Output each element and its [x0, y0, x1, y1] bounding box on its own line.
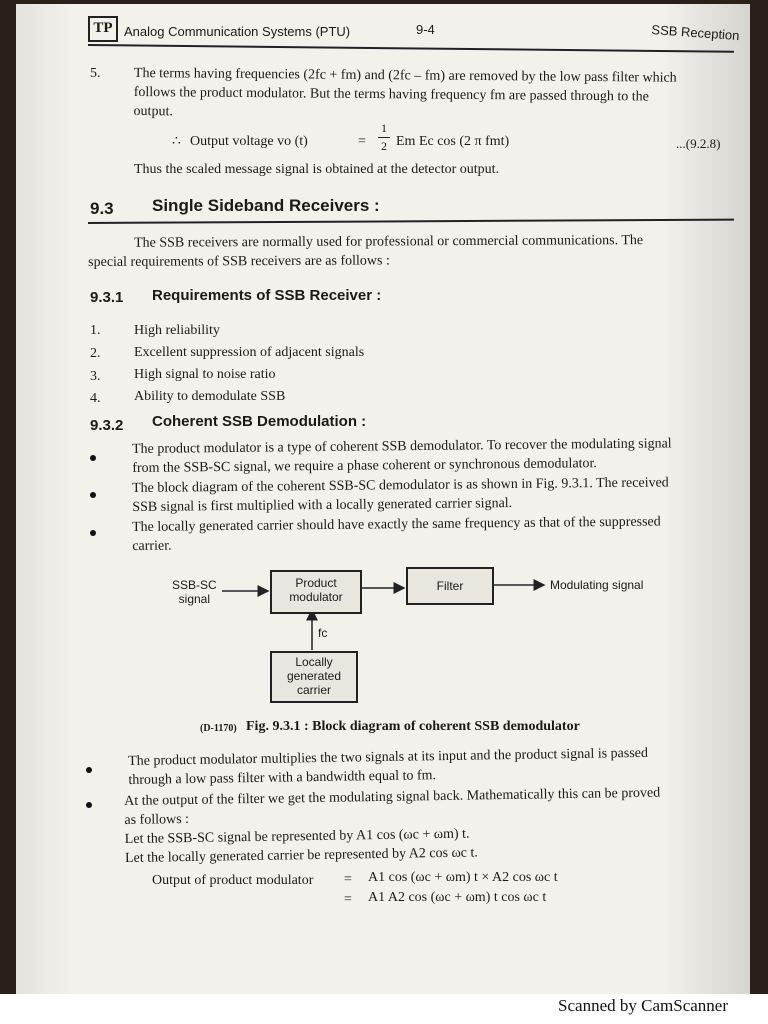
- requirement-4-text: Ability to demodulate SSB: [134, 389, 286, 404]
- equation-number: ...(9.2.8): [676, 136, 721, 151]
- product-modulator-line-1: Product: [295, 576, 337, 590]
- product-eq-rhs-2: A1 A2 cos (ωc + ωm) t cos ωc t: [368, 890, 547, 905]
- product-modulator-line-2: modulator: [289, 590, 343, 604]
- intro-line-1: The SSB receivers are normally used for professional or commercial communications. The: [134, 233, 644, 251]
- section-9-3-1-title: Requirements of SSB Receiver :: [152, 287, 382, 304]
- scanner-watermark: Scanned by CamScanner: [558, 996, 728, 1015]
- let-line-1: Let the SSB-SC signal be represented by A1 cos (ωc + ωm) t.: [124, 826, 470, 847]
- product-eq-rhs-1: A1 cos (ωc + ωm) t × A2 cos ωc t: [368, 870, 558, 885]
- product-eq-sign-1: =: [344, 872, 352, 887]
- input-label-line-1: SSB-SC: [172, 578, 217, 592]
- bullet-5-text: [124, 783, 729, 868]
- requirement-3-number: 3.: [90, 369, 101, 384]
- output-voltage-lhs: Output voltage vo (t): [190, 134, 308, 149]
- bullet-5-line-2: as follows :: [124, 811, 190, 828]
- section-9-3-title: Single Sideband Receivers :: [152, 196, 380, 215]
- section-9-3-2-number: 9.3.2: [90, 417, 124, 434]
- requirement-4-number: 4.: [90, 391, 101, 406]
- book-title: Analog Communication Systems (PTU): [124, 24, 351, 39]
- equation-equals: =: [358, 134, 366, 149]
- therefore-symbol: ∴: [172, 134, 181, 149]
- bullet-4-line-2: through a low pass filter with a bandwidth equal to fm.: [128, 768, 437, 788]
- output-voltage-rhs: Em Ec cos (2 π fmt): [396, 134, 510, 149]
- product-output-label: Output of product modulator: [152, 873, 314, 888]
- page-number: 9-4: [416, 22, 435, 37]
- bullet-5-line-1: At the output of the filter we get the modulating signal back. Mathematically this can be proved: [124, 785, 661, 809]
- local-carrier-line-2: generated: [286, 669, 342, 683]
- requirement-3-text: High signal to noise ratio: [134, 367, 276, 382]
- local-carrier-block: [270, 651, 358, 703]
- bullet-1-line-1: The product modulator is a type of coherent SSB demodulator. To recover the modulating signal: [132, 436, 672, 457]
- fc-label: fc: [318, 626, 328, 640]
- bullet-3-line-1: The locally generated carrier should have exactly the same frequency as that of the suppressed: [132, 514, 661, 535]
- publisher-logo: TP: [88, 16, 118, 42]
- item-5-line-2: follows the product modulator. But the terms having frequency fm are passed through to the: [133, 84, 649, 105]
- thus-line: Thus the scaled message signal is obtained at the detector output.: [134, 162, 500, 177]
- filter-block: Filter: [406, 567, 494, 605]
- requirement-1-number: 1.: [90, 323, 101, 338]
- bullet-2-line-1: The block diagram of the coherent SSB-SC demodulator is as shown in Fig. 9.3.1. The received: [132, 475, 669, 496]
- bullet-4-line-1: The product modulator multiplies the two signals at its input and the product signal is passed: [128, 745, 649, 769]
- local-carrier-line-1: Locally: [295, 655, 333, 669]
- product-eq-sign-2: =: [344, 892, 352, 907]
- section-9-3-number: 9.3: [90, 199, 114, 218]
- input-label-line-2: signal: [178, 592, 211, 606]
- item-5-line-1: The terms having frequencies (2fc + fm) and (2fc – fm) are removed by the low pass filter which: [133, 65, 677, 86]
- bullet-dot: [86, 767, 92, 773]
- bullet-dot: [86, 802, 92, 808]
- requirement-1-text: High reliability: [134, 323, 220, 338]
- fraction-denominator: 2: [381, 139, 387, 153]
- product-modulator-block: [270, 570, 362, 614]
- section-9-3-1-number: 9.3.1: [90, 289, 124, 306]
- output-label: Modulating signal: [550, 578, 644, 592]
- section-9-3-2-title: Coherent SSB Demodulation :: [152, 413, 367, 430]
- figure-caption: Fig. 9.3.1 : Block diagram of coherent SSB demodulator: [246, 719, 580, 734]
- requirement-2-text: Excellent suppression of adjacent signals: [134, 345, 365, 360]
- fraction-numerator: 1: [381, 121, 387, 135]
- figure-code: (D-1170): [200, 723, 237, 734]
- let-line-2: Let the locally generated carrier be represented by A2 cos ωc t.: [124, 845, 478, 866]
- item-5-line-3: output.: [133, 103, 173, 120]
- item-5-number: 5.: [90, 66, 101, 81]
- local-carrier-line-3: carrier: [296, 683, 331, 697]
- input-label: [172, 578, 217, 606]
- intro-line-2: special requirements of SSB receivers are as follows :: [88, 253, 390, 270]
- bullet-1-line-2: from the SSB-SC signal, we require a phase coherent or synchronous demodulator.: [132, 456, 597, 476]
- bullet-3-line-2: carrier.: [132, 538, 172, 554]
- requirement-2-number: 2.: [90, 346, 101, 361]
- bullet-2-line-2: SSB signal is first multiplied with a locally generated carrier signal.: [132, 496, 513, 515]
- chapter-title: SSB Reception: [650, 22, 740, 44]
